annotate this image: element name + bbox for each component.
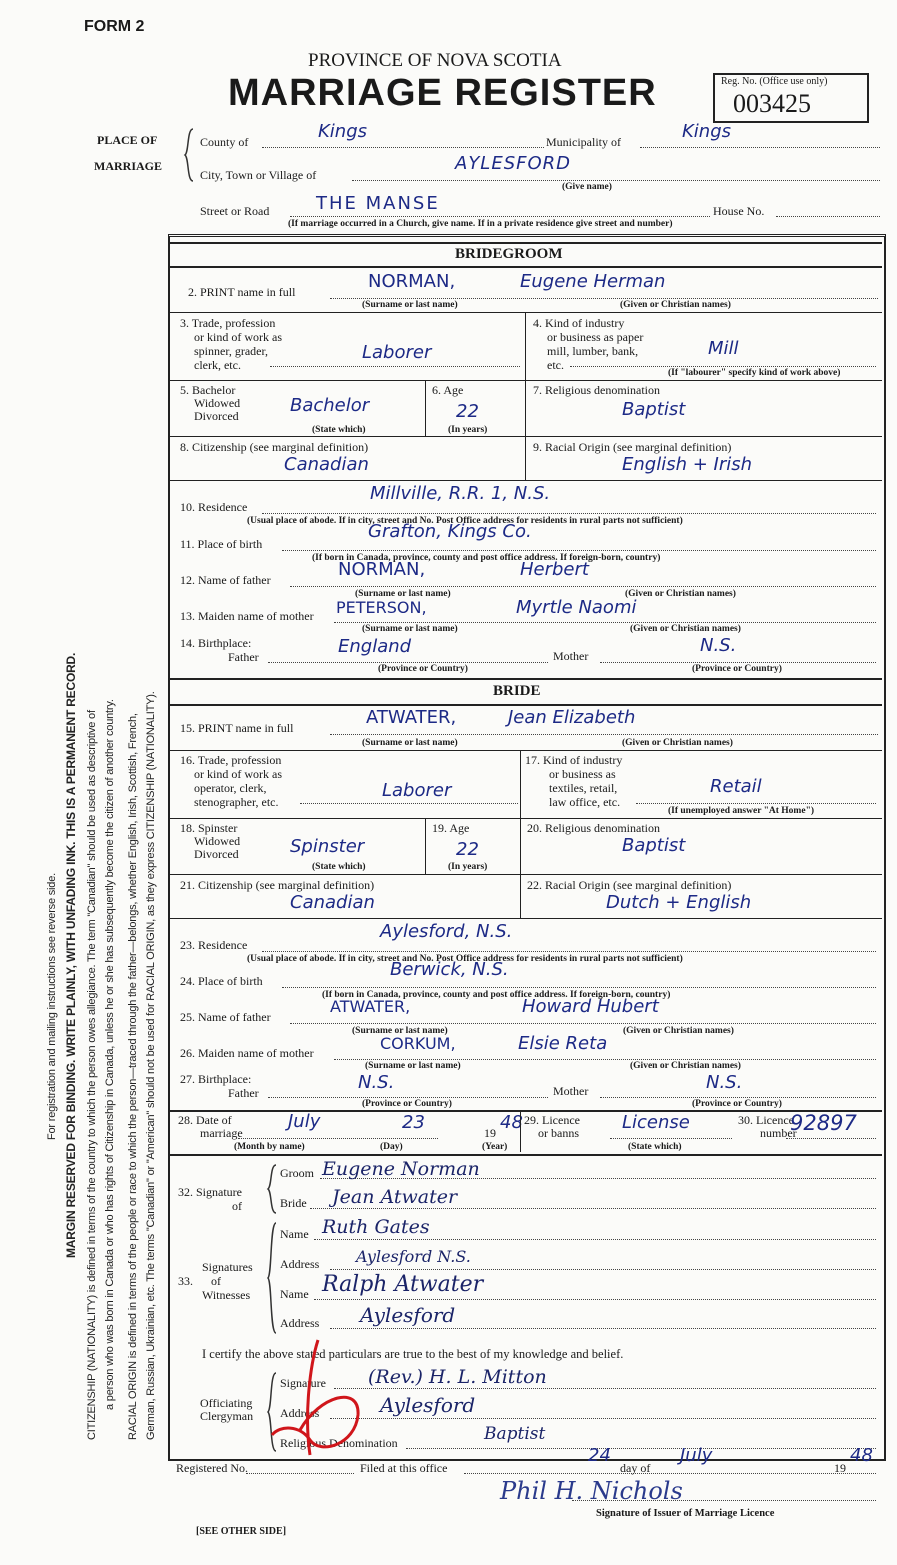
county-label: County of xyxy=(200,135,249,149)
bridegroom-header: BRIDEGROOM xyxy=(455,246,563,262)
groom-religion: Baptist xyxy=(622,399,686,420)
groom-citizenship: Canadian xyxy=(284,454,369,475)
groom-mother-surname-sub: (Surname or last name) xyxy=(362,624,458,634)
reg-no-box xyxy=(713,73,869,123)
groom-birthplace-label: 11. Place of birth xyxy=(180,537,263,551)
bride-mother-birthplace: N.S. xyxy=(706,1072,743,1093)
bride-given-sub: (Given or Christian names) xyxy=(622,738,733,748)
bride-header: BRIDE xyxy=(493,683,541,699)
bride-residence: Aylesford, N.S. xyxy=(380,921,513,942)
reg-no-value: 003425 xyxy=(733,89,811,118)
county-value: Kings xyxy=(318,121,368,142)
groom-father-birthplace: England xyxy=(338,636,412,657)
bride-father-surname: ATWATER, xyxy=(330,997,411,1016)
clergy-address-label: Address xyxy=(280,1406,320,1420)
groom-mother-given-sub: (Given or Christian names) xyxy=(630,624,741,634)
bride-age-sub: (In years) xyxy=(448,862,488,872)
groom-residence-sub: (Usual place of abode. If in city, street and No. Post Office address for residents in rural parts not sufficient) xyxy=(247,516,683,526)
groom-sig-label: Groom xyxy=(280,1166,314,1180)
page-title: MARRIAGE REGISTER xyxy=(228,72,657,114)
bride-given: Jean Elizabeth xyxy=(508,707,636,728)
street-value: THE MANSE xyxy=(316,193,440,214)
reg-no-label: Reg. No. (Office use only) xyxy=(721,76,828,87)
street-label: Street or Road xyxy=(200,204,270,218)
issuer-label: Signature of Issuer of Marriage Licence xyxy=(596,1508,775,1519)
groom-father-surname: NORMAN, xyxy=(338,559,426,580)
province: PROVINCE OF NOVA SCOTIA xyxy=(308,50,562,71)
bride-status-label: 18. Spinster Widowed Divorced xyxy=(180,821,241,861)
bride-father-given: Howard Hubert xyxy=(522,996,659,1017)
groom-mother-birthplace-label: Mother xyxy=(553,649,589,663)
red-check-mark xyxy=(270,1335,370,1465)
groom-citizenship-label: 8. Citizenship (see marginal definition) xyxy=(180,440,369,454)
witness2-address-label: Address xyxy=(280,1316,320,1330)
groom-mother-given: Myrtle Naomi xyxy=(516,597,637,618)
groom-birthplace: Grafton, Kings Co. xyxy=(368,521,532,542)
clergy-denomination: Baptist xyxy=(484,1424,546,1444)
groom-mother-surname: PETERSON, xyxy=(336,598,427,617)
bride-mother-prov-sub: (Province or Country) xyxy=(692,1099,782,1109)
clergy-address: Aylesford xyxy=(380,1393,476,1417)
licence-or-banns-value: License xyxy=(622,1112,690,1133)
groom-industry: Mill xyxy=(708,338,739,359)
bride-birthplace-sub: (If born in Canada, province, county and post office address. If foreign-born, country) xyxy=(322,990,671,1000)
margin-binding-note: MARGIN RESERVED FOR BINDING. WRITE PLAINLY, WITH UNFADING INK. THIS IS A PERMANENT RECORD. xyxy=(64,652,78,1258)
groom-religion-label: 7. Religious denomination xyxy=(533,383,660,397)
witness2-name-label: Name xyxy=(280,1287,309,1301)
bride-status-sub: (State which) xyxy=(312,862,366,872)
city-value: AYLESFORD xyxy=(455,153,572,174)
clergyman-label: Officiating Clergyman xyxy=(200,1396,254,1423)
licence-number-value: 92897 xyxy=(790,1111,857,1135)
groom-father-label: 12. Name of father xyxy=(180,573,271,587)
groom-signature: Eugene Norman xyxy=(322,1158,480,1180)
marriage-year: 48 xyxy=(500,1112,523,1133)
witness1-name-label: Name xyxy=(280,1227,309,1241)
margin-citizenship-2: a person who was born in Canada or who has rights of Citizenship in Canada, unless he or she has subsequently become the citizen of another country. xyxy=(104,699,116,1410)
margin-citizenship-1: CITIZENSHIP (NATIONALITY) is defined in terms of the country to which the person owes allegiance. The term "Canadian" should be used as descriptive of xyxy=(86,710,98,1440)
groom-origin: English + Irish xyxy=(622,454,753,475)
marriage-date-label: 28. Date of marriage xyxy=(178,1113,243,1140)
filed-label: Filed at this office xyxy=(360,1461,448,1475)
bride-industry-label: 17. Kind of industry or business as textiles, retail, law office, etc. xyxy=(525,753,623,809)
groom-industry-label: 4. Kind of industry or business as paper mill, lumber, bank, etc. xyxy=(533,316,644,372)
groom-age: 22 xyxy=(456,401,479,422)
witness1-name: Ruth Gates xyxy=(322,1216,430,1238)
bride-origin-label: 22. Racial Origin (see marginal definition) xyxy=(527,878,732,892)
bride-citizenship-label: 21. Citizenship (see marginal definition) xyxy=(180,878,375,892)
groom-residence-label: 10. Residence xyxy=(180,500,248,514)
place-label: PLACE OF xyxy=(97,133,158,147)
witness2-address: Aylesford xyxy=(360,1303,456,1327)
licence-number-label: 30. Licence number xyxy=(738,1113,797,1140)
groom-status-label: 5. Bachelor Widowed Divorced xyxy=(180,383,241,423)
groom-age-sub: (In years) xyxy=(448,425,488,435)
bride-surname-sub: (Surname or last name) xyxy=(362,738,458,748)
bride-signature: Jean Atwater xyxy=(332,1186,458,1208)
margin-instructions: For registration and mailing instructions see reverse side. xyxy=(46,873,58,1140)
witness1-address: Aylesford N.S. xyxy=(356,1247,471,1266)
filed-day: 24 xyxy=(588,1445,611,1466)
marriage-year-prefix: 19 xyxy=(484,1126,496,1140)
issuer-signature: Phil H. Nichols xyxy=(500,1477,683,1505)
bride-trade: Laborer xyxy=(382,780,452,801)
bride-mother-given-sub: (Given or Christian names) xyxy=(630,1061,741,1071)
bride-residence-sub: (Usual place of abode. If in city, street and No. Post Office address for residents in rural parts not sufficient) xyxy=(247,954,683,964)
margin-racial-2: German, Russian, Ukrainian, etc. The terms "Canadian" or "American" should not be used for RACIAL ORIGIN, as they express CITIZENSHIP (NATIONALITY). xyxy=(145,691,157,1440)
certification-statement: I certify the above stated particulars are true to the best of my knowledge and belief. xyxy=(202,1347,624,1361)
see-other-side: [SEE OTHER SIDE] xyxy=(196,1526,287,1537)
bride-origin: Dutch + English xyxy=(606,892,752,913)
bride-birthplace-parents-label: 27. Birthplace: Father xyxy=(180,1072,259,1100)
bride-birthplace-label: 24. Place of birth xyxy=(180,974,263,988)
groom-given-sub: (Given or Christian names) xyxy=(620,300,731,310)
bride-citizenship: Canadian xyxy=(290,892,375,913)
witnesses-brace xyxy=(266,1222,278,1334)
groom-name-label: 2. PRINT name in full xyxy=(188,285,296,299)
groom-father-surname-sub: (Surname or last name) xyxy=(355,589,451,599)
clergy-signature: (Rev.) H. L. Mitton xyxy=(368,1366,547,1388)
house-label: House No. xyxy=(713,204,765,218)
month-sub: (Month by name) xyxy=(234,1142,305,1152)
groom-mother-birthplace: N.S. xyxy=(700,635,737,656)
licence-or-banns-label: 29. Licence or banns xyxy=(524,1113,580,1140)
filed-year: 48 xyxy=(850,1445,873,1466)
groom-surname-sub: (Surname or last name) xyxy=(362,300,458,310)
bride-name-label: 15. PRINT name in full xyxy=(180,721,294,735)
groom-residence: Millville, R.R. 1, N.S. xyxy=(370,483,551,504)
groom-trade: Laborer xyxy=(362,342,432,363)
bride-mother-given: Elsie Reta xyxy=(518,1033,608,1054)
bride-age-label: 19. Age xyxy=(432,821,470,835)
day-sub: (Day) xyxy=(380,1142,403,1152)
bride-religion-label: 20. Religious denomination xyxy=(527,821,660,835)
bride-father-surname-sub: (Surname or last name) xyxy=(352,1026,448,1036)
groom-father-given-sub: (Given or Christian names) xyxy=(625,589,736,599)
form-id: FORM 2 xyxy=(84,18,145,35)
filed-year-prefix: 19 xyxy=(834,1461,846,1475)
day-of-label: day of xyxy=(620,1461,651,1475)
groom-age-label: 6. Age xyxy=(432,383,464,397)
bride-father-prov-sub: (Province or Country) xyxy=(362,1099,452,1109)
groom-father-given: Herbert xyxy=(520,559,589,580)
marriage-day: 23 xyxy=(402,1112,425,1133)
groom-trade-label: 3. Trade, profession or kind of work as spinner, grader, clerk, etc. xyxy=(180,316,282,372)
groom-surname: NORMAN, xyxy=(368,271,456,292)
bride-father-label: 25. Name of father xyxy=(180,1010,271,1024)
street-sub: (If marriage occurred in a Church, give name. If in a private residence give street and number) xyxy=(288,219,673,229)
groom-mother-prov-sub: (Province or Country) xyxy=(692,664,782,674)
marriage-month: July xyxy=(288,1111,321,1132)
city-sub: (Give name) xyxy=(562,182,612,192)
groom-status: Bachelor xyxy=(290,395,370,416)
bride-industry: Retail xyxy=(710,776,762,797)
bride-residence-label: 23. Residence xyxy=(180,938,248,952)
registered-no-label: Registered No. xyxy=(176,1461,248,1475)
groom-industry-sub: (If "labourer" specify kind of work above) xyxy=(668,368,841,378)
bride-trade-label: 16. Trade, profession or kind of work as operator, clerk, stenographer, etc. xyxy=(180,753,282,809)
groom-origin-label: 9. Racial Origin (see marginal definition) xyxy=(533,440,732,454)
signature-brace xyxy=(266,1164,278,1214)
bride-father-birthplace: N.S. xyxy=(358,1072,395,1093)
bride-mother-surname: CORKUM, xyxy=(380,1034,456,1053)
bride-father-given-sub: (Given or Christian names) xyxy=(623,1026,734,1036)
signature-of-label: 32. Signature of xyxy=(178,1185,242,1213)
bride-birthplace: Berwick, N.S. xyxy=(390,959,509,980)
groom-mother-label: 13. Maiden name of mother xyxy=(180,609,314,623)
groom-given: Eugene Herman xyxy=(520,271,666,292)
bride-mother-birthplace-label: Mother xyxy=(553,1084,589,1098)
bride-surname: ATWATER, xyxy=(366,707,457,728)
bride-sig-label: Bride xyxy=(280,1196,307,1210)
state-which-sub: (State which) xyxy=(628,1142,682,1152)
witness2-name: Ralph Atwater xyxy=(322,1272,484,1297)
municipality-label: Municipality of xyxy=(546,135,621,149)
groom-father-prov-sub: (Province or Country) xyxy=(378,664,468,674)
bride-age: 22 xyxy=(456,839,479,860)
groom-birthplace-sub: (If born in Canada, province, county and post office address. If foreign-born, country) xyxy=(312,553,661,563)
municipality-value: Kings xyxy=(682,121,732,142)
bride-mother-label: 26. Maiden name of mother xyxy=(180,1046,314,1060)
groom-status-sub: (State which) xyxy=(312,425,366,435)
clergy-sig-label: Signature xyxy=(280,1376,326,1390)
filed-month: July xyxy=(680,1445,713,1466)
city-label: City, Town or Village of xyxy=(200,168,317,182)
bride-status: Spinster xyxy=(290,836,365,857)
marriage-label: MARRIAGE xyxy=(94,159,162,173)
denomination-label: Religious Denomination xyxy=(280,1436,398,1450)
bride-industry-sub: (If unemployed answer "At Home") xyxy=(668,806,815,816)
witness1-address-label: Address xyxy=(280,1257,320,1271)
year-sub: (Year) xyxy=(482,1142,508,1152)
bride-mother-surname-sub: (Surname or last name) xyxy=(365,1061,461,1071)
witnesses-label: Signatures 33. of Witnesses xyxy=(178,1260,253,1302)
bride-religion: Baptist xyxy=(622,835,686,856)
margin-racial-1: RACIAL ORIGIN is defined in terms of the people or race to which the person—traced through the father—belongs, whether English, Irish, Scottish, French, xyxy=(127,713,139,1440)
groom-birthplace-parents-label: 14. Birthplace: Father xyxy=(180,636,259,664)
place-brace xyxy=(183,128,195,182)
